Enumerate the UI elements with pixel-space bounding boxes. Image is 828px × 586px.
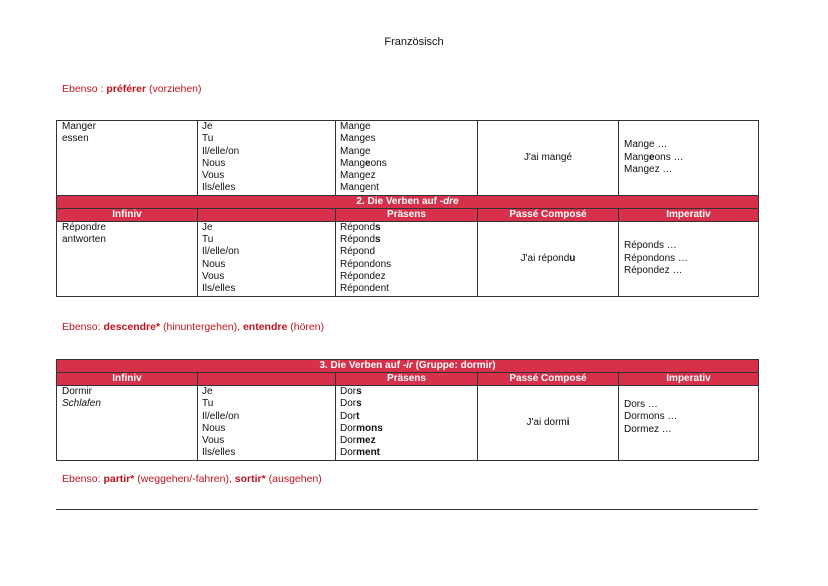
section-3-title-row xyxy=(57,360,759,373)
imperative-cell: Réponds … Répondons … Répondez … xyxy=(619,221,759,296)
present-forms-cell: Mange Manges Mange Mangeons Mangez Mangent xyxy=(336,121,478,196)
manger-row xyxy=(57,121,759,196)
verb-table-1-2 xyxy=(56,120,759,297)
passe-compose-cell: J'ai dormi xyxy=(478,386,619,461)
passe-compose-cell: J'ai mangé xyxy=(478,121,619,196)
present-forms-cell: Réponds Réponds Répond Répondons Répondez Répondent xyxy=(336,221,478,296)
verb-table-3 xyxy=(56,359,759,461)
imperative-cell: Mange … Mangeons … Mangez … xyxy=(619,121,759,196)
section-2-title: 2. Die Verben auf -dre xyxy=(57,195,759,208)
header-passe-compose: Passé Composé xyxy=(478,208,619,221)
note-preferer: Ebenso : préférer (vorziehen) xyxy=(62,83,202,95)
present-forms-cell: Dors Dors Dort Dormons Dormez Dorment xyxy=(336,386,478,461)
dormir-row xyxy=(57,386,759,461)
header-imperative: Imperativ xyxy=(619,373,759,386)
header-infinitive: Infiniv xyxy=(57,373,198,386)
section-3-header-row xyxy=(57,373,759,386)
repondre-row xyxy=(57,221,759,296)
note-descendre: Ebenso: descendre* (hinuntergehen), entendre (hören) xyxy=(62,321,325,333)
pronoun-cell: Je Tu Il/elle/on Nous Vous Ils/elles xyxy=(198,221,336,296)
header-present: Präsens xyxy=(336,208,478,221)
pronoun-cell: Je Tu Il/elle/on Nous Vous Ils/elles xyxy=(198,121,336,196)
header-pronoun xyxy=(198,208,336,221)
infinitive-cell: Répondre antworten xyxy=(57,221,198,296)
section-3-title: 3. Die Verben auf -ir (Gruppe: dormir) xyxy=(57,360,759,373)
page-title: Französisch xyxy=(384,36,444,48)
header-passe-compose: Passé Composé xyxy=(478,373,619,386)
header-infinitive: Infiniv xyxy=(57,208,198,221)
infinitive-cell: Manger essen xyxy=(57,121,198,196)
passe-compose-cell: J'ai répondu xyxy=(478,221,619,296)
imperative-cell: Dors … Dormons … Dormez … xyxy=(619,386,759,461)
footer-divider xyxy=(56,509,758,510)
pronoun-cell: Je Tu Il/elle/on Nous Vous Ils/elles xyxy=(198,386,336,461)
note-partir: Ebenso: partir* (weggehen/-fahren), sortir* (ausgehen) xyxy=(62,473,322,485)
header-pronoun xyxy=(198,373,336,386)
section-2-title-row xyxy=(57,195,759,208)
header-present: Präsens xyxy=(336,373,478,386)
infinitive-cell: Dormir Schlafen xyxy=(57,386,198,461)
section-2-header-row xyxy=(57,208,759,221)
header-imperative: Imperativ xyxy=(619,208,759,221)
